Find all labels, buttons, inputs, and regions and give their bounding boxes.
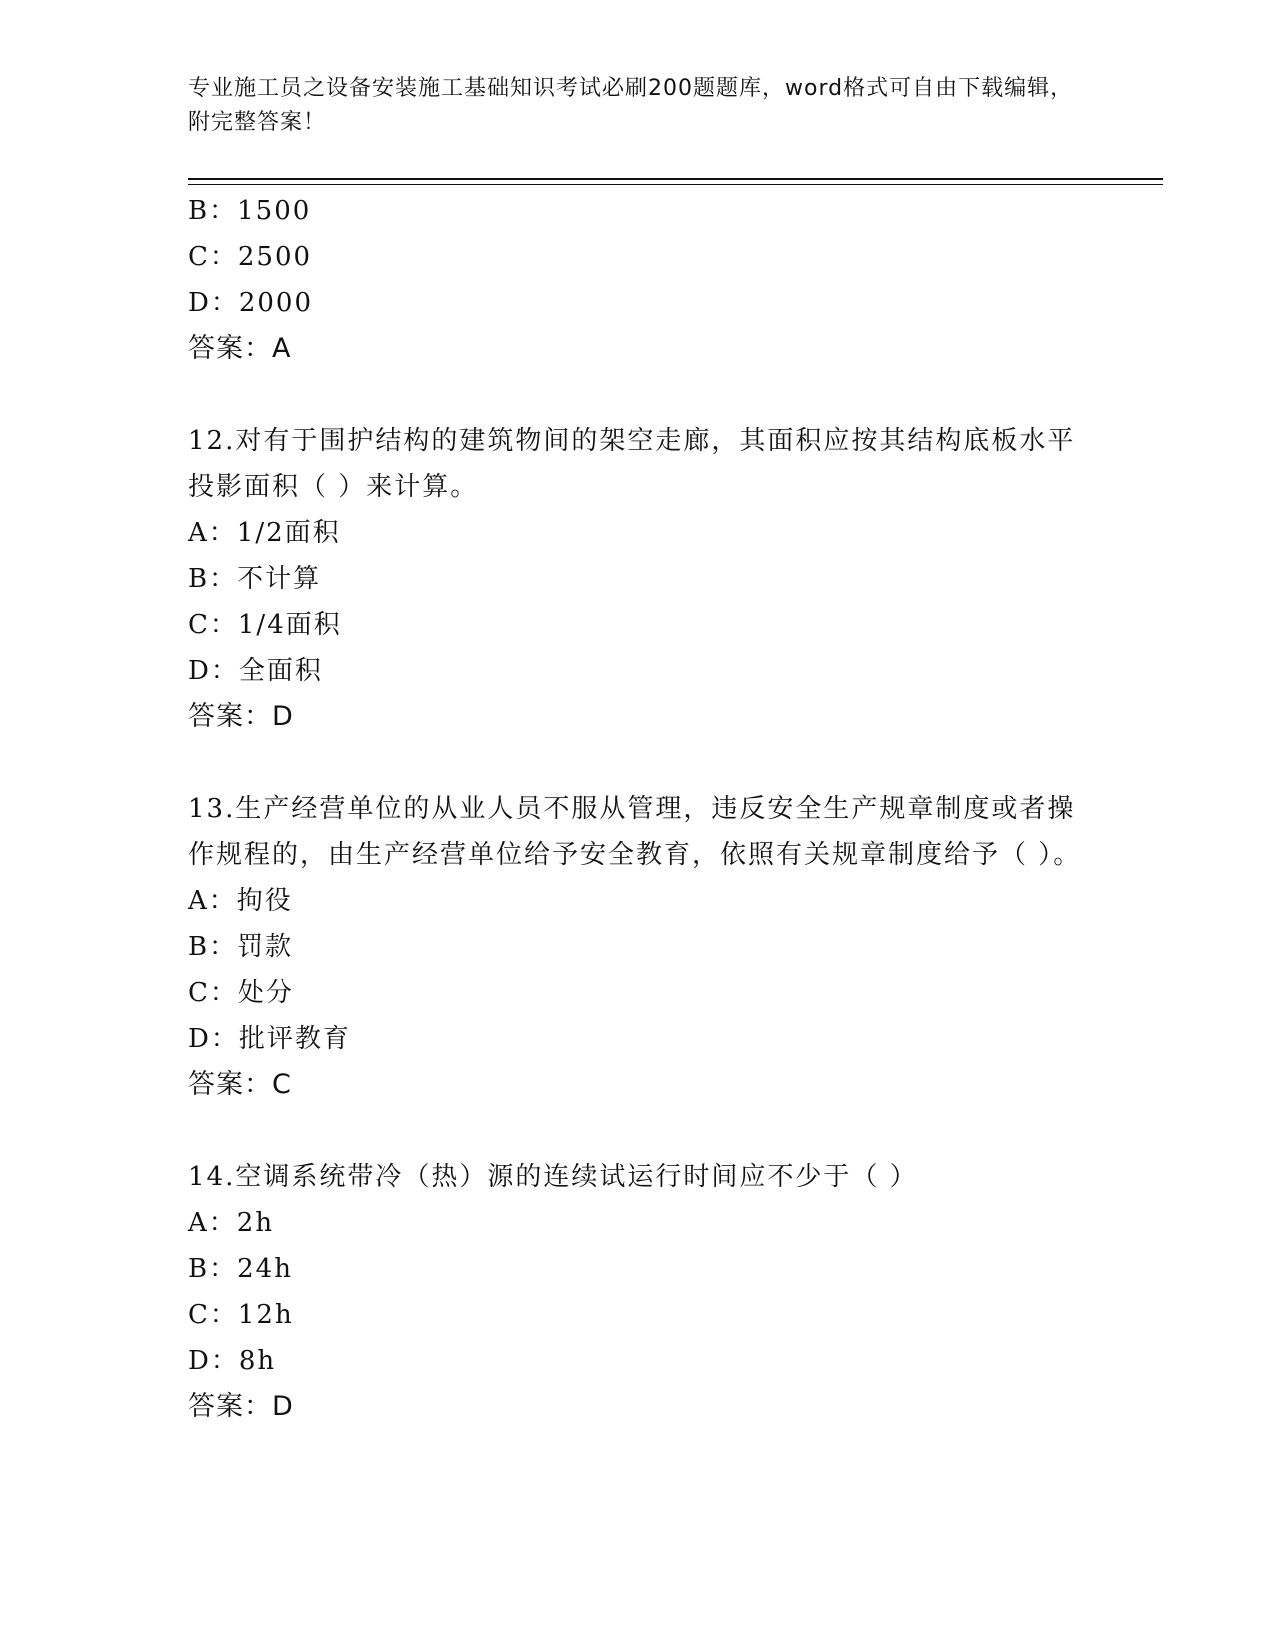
question-13 — [188, 786, 1088, 1108]
option-c: C：处分 — [188, 978, 294, 1008]
question-text: 12.对有于围护结构的建筑物间的架空走廊，其面积应按其结构底板水平投影面积（ ）来计算。 — [188, 426, 1076, 502]
question-text: 13.生产经营单位的从业人员不服从管理，违反安全生产规章制度或者操作规程的，由生产经营单位给予安全教育，依照有关规章制度给予（ ）。 — [188, 794, 1082, 870]
option-a: A：拘役 — [188, 886, 293, 916]
option-a: A：1/2面积 — [188, 518, 341, 548]
document-title: 专业施工员之设备安装施工基础知识考试必刷200题题库，word格式可自由下载编辑，附完整答案！ — [188, 76, 1074, 135]
question-12 — [188, 418, 1088, 740]
option-b: B：不计算 — [188, 564, 322, 594]
header-divider-thick — [188, 178, 1163, 180]
option-d: D：批评教育 — [188, 1024, 351, 1054]
option-b: B：24h — [188, 1254, 293, 1284]
document-header — [188, 72, 1088, 140]
answer-line: 答案：D — [188, 701, 294, 732]
option-b: B：罚款 — [188, 932, 294, 962]
question-14 — [188, 1154, 1088, 1430]
header-divider-thin — [188, 184, 1163, 185]
previous-question-tail — [188, 188, 1088, 372]
option-a: A：2h — [188, 1208, 275, 1238]
option-d: D：8h — [188, 1346, 277, 1376]
option-c: C：12h — [188, 1300, 294, 1330]
option-d: D：2000 — [188, 288, 314, 318]
question-list — [188, 188, 1088, 1430]
answer-line: 答案：D — [188, 1391, 294, 1422]
answer-line: 答案：C — [188, 1069, 292, 1100]
option-c: C：2500 — [188, 242, 313, 272]
question-text: 14.空调系统带冷（热）源的连续试运行时间应不少于（ ） — [188, 1162, 918, 1192]
option-c: C：1/4面积 — [188, 610, 342, 640]
option-d: D：全面积 — [188, 656, 323, 686]
answer-line: 答案：A — [188, 333, 292, 364]
option-b: B：1500 — [188, 196, 312, 226]
